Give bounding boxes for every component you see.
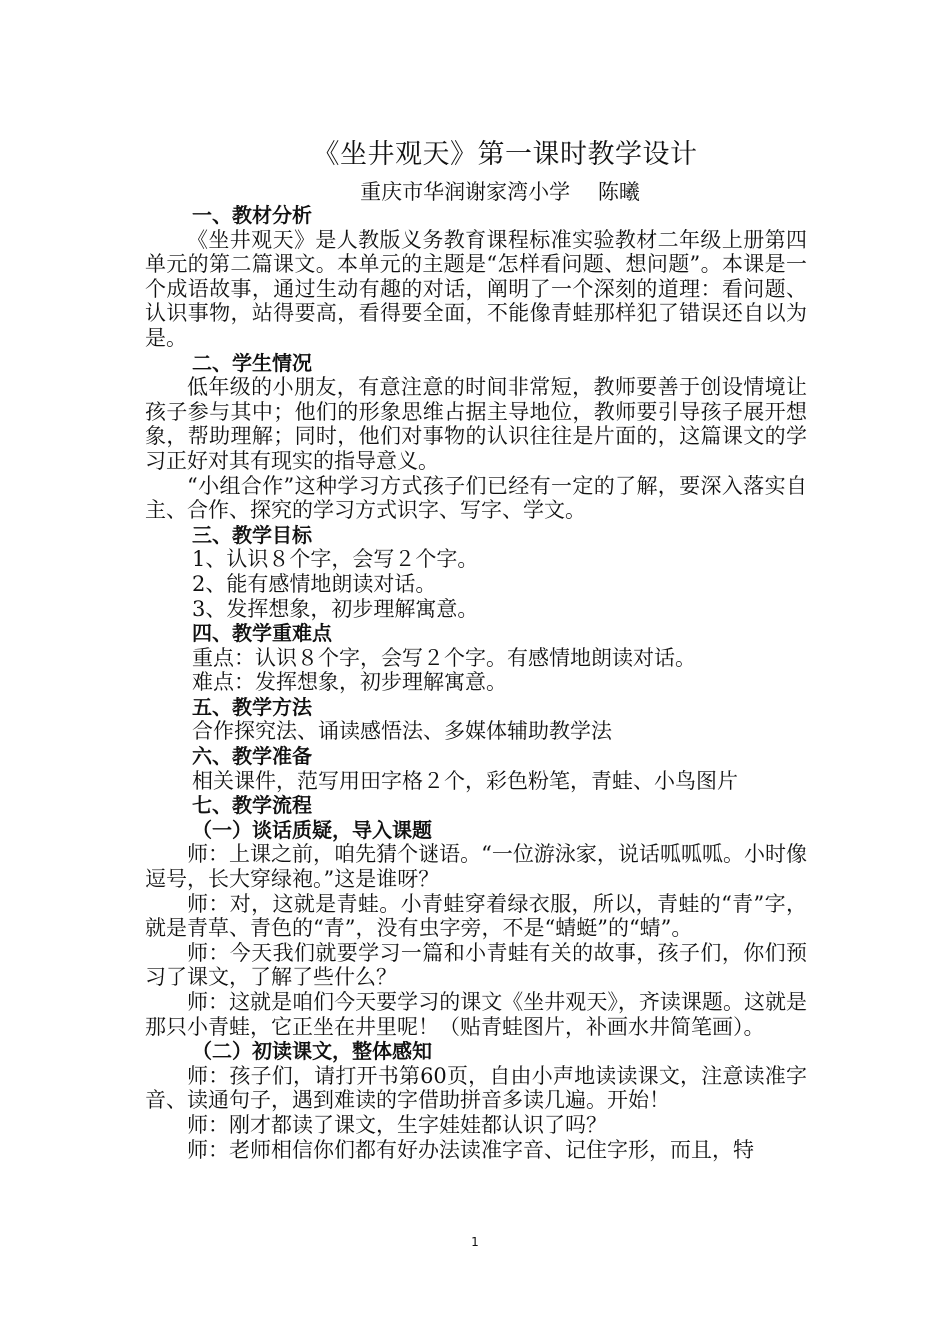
paragraph: 低年级的小朋友，有意注意的时间非常短，教师要善于创设情境让孩子参与其中；他们的形象思维占据主导地位，教师要引导孩子展开想象，帮助理解；同时，他们对事物的认识往往是片面的，这篇课文的学习正好对其有现实的指导意义。 bbox=[145, 375, 807, 473]
list-item: 2、能有感情地朗读对话。 bbox=[192, 571, 437, 596]
section-heading: 七、教学流程 bbox=[192, 793, 312, 818]
author-line: 重庆市华润谢家湾小学 陈曦 bbox=[360, 180, 640, 204]
paragraph: 师：这就是咱们今天要学习的课文《坐井观天》，齐读课题。这就是那只小青蛙，它正坐在井里呢！（贴青蛙图片，补画水井简笔画）。 bbox=[145, 990, 807, 1039]
list-item: 相关课件，范写用田字格２个，彩色粉笔，青蛙、小鸟图片 bbox=[192, 768, 738, 793]
list-item: 1、认识８个字，会写２个字。 bbox=[192, 547, 479, 572]
list-item: 3、发挥想象，初步理解寓意。 bbox=[192, 596, 479, 621]
paragraph: 师：孩子们，请打开书第60页，自由小声地读读课文，注意读准字音、读通句子，遇到难读的字借助拼音多读几遍。开始！ bbox=[145, 1063, 807, 1113]
section-heading: 四、教学重难点 bbox=[192, 621, 332, 646]
paragraph: 《坐井观天》是人教版义务教育课程标准实验教材二年级上册第四单元的第二篇课文。本单元的主题是“怎样看问题、想问题”。本课是一个成语故事，通过生动有趣的对话，阐明了一个深刻的道理：看问题、认识事物，站得要高，看得要全面，不能像青蛙那样犯了错误还自以为是。 bbox=[145, 227, 807, 350]
section-heading: 二、学生情况 bbox=[192, 350, 312, 375]
list-item: 重点：认识８个字，会写２个字。有感情地朗读对话。 bbox=[192, 645, 696, 670]
paragraph: 师：对，这就是青蛙。小青蛙穿着绿衣服，所以，青蛙的“青”字，就是青草、青色的“青”，没有虫字旁，不是“蜻蜓”的“蜻”。 bbox=[145, 891, 807, 941]
paragraph: “小组合作”这种学习方式孩子们已经有一定的了解，要深入落实自主、合作、探究的学习方式识字、写字、学文。 bbox=[145, 473, 807, 523]
subsection-heading: （二）初读课文，整体感知 bbox=[192, 1039, 432, 1064]
paragraph: 师：刚才都读了课文，生字娃娃都认识了吗？ bbox=[187, 1112, 607, 1137]
section-heading: 三、教学目标 bbox=[192, 522, 312, 547]
section-heading: 一、教材分析 bbox=[192, 203, 312, 227]
paragraph: 师：今天我们就要学习一篇和小青蛙有关的故事，孩子们，你们预习了课文，了解了些什么？ bbox=[145, 940, 807, 990]
paragraph: 师：老师相信你们都有好办法读准字音、记住字形，而且，特 bbox=[187, 1137, 754, 1162]
document-body bbox=[145, 203, 807, 1162]
subsection-heading: （一）谈话质疑，导入课题 bbox=[192, 817, 432, 842]
section-heading: 五、教学方法 bbox=[192, 694, 312, 719]
page-title: 《坐井观天》第一课时教学设计 bbox=[312, 139, 698, 170]
section-heading: 六、教学准备 bbox=[192, 744, 312, 769]
list-item: 合作探究法、诵读感悟法、多媒体辅助教学法 bbox=[192, 719, 612, 744]
list-item: 难点：发挥想象，初步理解寓意。 bbox=[192, 670, 507, 695]
page-number: 1 bbox=[471, 1235, 479, 1249]
paragraph: 师：上课之前，咱先猜个谜语。“一位游泳家，说话呱呱呱。小时像逗号，长大穿绿袍。”这是谁呀？ bbox=[145, 842, 807, 892]
